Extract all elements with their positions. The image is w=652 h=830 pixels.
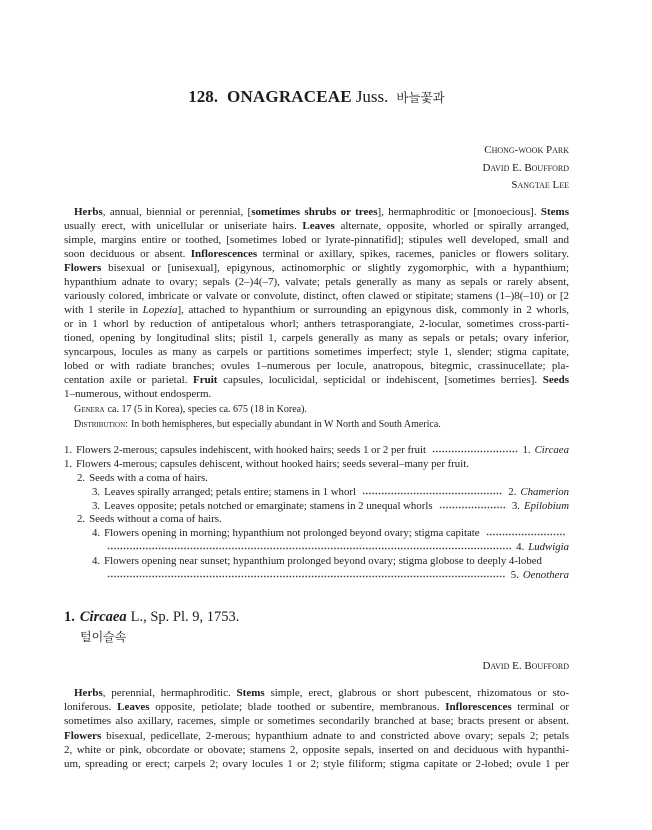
text-run: alternate, opposite, whorled or spirally arranged, (334, 220, 569, 232)
family-korean-name: 바늘꽃과 (396, 90, 445, 105)
key-lead-text: Flowers opening in morning; hypanthium not prolonged beyond ovary; stigma capitate (104, 527, 480, 540)
text-line (64, 387, 569, 401)
key-lead (64, 472, 569, 486)
key-lead-number: 3. (92, 499, 101, 512)
genus-description (64, 686, 569, 771)
genera-text: ca. 17 (5 in Korea), species ca. 675 (18 in Korea). (107, 404, 307, 415)
key-result-number: 4. (516, 541, 525, 554)
key-result-genus: Oenothera (522, 569, 569, 582)
text-run: centation axile or parietal. (64, 374, 194, 386)
text-run: 1–numerous, without endosperm. (64, 388, 212, 400)
key-lead-text: Flowers opening near sunset; hypanthium prolonged beyond ovary; stigma globose to deeply 4-lobed (104, 555, 542, 568)
family-name: ONAGRACEAE (227, 87, 352, 106)
key-lead-text: Flowers 2-merous; capsules indehiscent, with hooked hairs; seeds 1 or 2 per fruit (76, 444, 427, 456)
text-run: bisexual, pedicellate, 2-merous; hypanthium adnate to and constricted above ovary; sepals 2; petals (101, 729, 569, 742)
text-run: with 1 sterile in (64, 304, 143, 316)
text-run: hypanthium adnate to ovary; sepals (2–)4(–7), valvate; petals generally as many as sepals or rarely absent, (64, 276, 569, 288)
bold-term: Inflorescences (445, 701, 512, 714)
text-line (64, 757, 569, 771)
key-lead-text: Seeds without a coma of hairs. (89, 513, 222, 526)
bold-term: Seeds (542, 374, 569, 386)
key-result (516, 541, 569, 555)
text-line (64, 345, 569, 359)
key-lead-number: 2. (77, 471, 86, 484)
key-lead-text: Flowers 4-merous; capsules dehiscent, without hooked hairs; seeds several–many per fruit. (76, 457, 469, 470)
genus-name: Circaea (79, 609, 127, 625)
genus-author: David E. Boufford (482, 660, 569, 672)
text-line (64, 729, 569, 743)
author-name: Sangtae Lee (511, 179, 569, 191)
key-result-genus: Circaea (534, 444, 569, 456)
family-authors (482, 142, 569, 195)
text-line (64, 205, 569, 219)
key-lead (64, 513, 569, 527)
key-to-genera (64, 444, 569, 583)
key-result-genus: Epilobium (524, 499, 569, 512)
author-name: Chong-wook Park (484, 144, 569, 156)
author-name: David E. Boufford (482, 161, 569, 174)
text-run: simple, erect, glabrous or short pubescent, rhizomatous or sto- (264, 687, 569, 699)
key-lead-number: 1. (64, 457, 73, 470)
text-run: , perennial, hermaphroditic. (102, 687, 237, 699)
key-lead-text: Leaves spirally arranged; petals entire; stamens in 1 whorl (104, 485, 356, 498)
text-run: opposite, petiolate; blade toothed or subentire, membranous. (149, 701, 446, 714)
text-run: or in 1 whorl by reduction of antipetalous whorl; anthers tetrasporangiate, 2-locular, sometimes cross-parti- (64, 318, 569, 330)
text-run: lobed or with radiate branches; ovules 1–numerous per locule, anatropous, bitegmic, crassinucellate; pla- (64, 360, 569, 372)
bold-term: Herbs (74, 687, 103, 699)
text-line (64, 303, 569, 317)
key-lead (64, 486, 569, 500)
key-result-number: 2. (508, 485, 517, 498)
key-lead-number: 3. (92, 485, 101, 498)
bold-term: Fruit (193, 374, 218, 386)
key-lead (64, 555, 569, 569)
text-line (64, 714, 569, 728)
dot-leader (362, 492, 503, 495)
dot-leader (439, 506, 507, 509)
key-result (523, 444, 570, 458)
text-line (64, 219, 569, 233)
key-lead-text: Leaves opposite; petals notched or emarginate; stamens in 2 unequal whorls (104, 499, 433, 512)
text-run: um, spreading or erect; carpels 2; ovary locules 1 or 2; style filiform; stigma capitate or 2-lobed; ovule 1 per (64, 758, 569, 771)
key-lead-number: 4. (92, 527, 101, 540)
key-lead-number: 4. (92, 555, 101, 568)
genus-number: 1. (64, 609, 75, 625)
distribution-label: Distribution: (74, 419, 128, 430)
text-line (64, 275, 569, 289)
family-number: 128. (188, 87, 219, 106)
text-run: bisexual or [unisexual], epigynous, actinomorphic or slightly zygomorphic, with a hypanthium; (101, 262, 569, 274)
text-run: terminal or (511, 701, 569, 714)
text-run: ], hermaphroditic or [monoecious]. (377, 206, 541, 218)
key-lead (64, 500, 569, 514)
key-result (512, 500, 569, 514)
key-result-genus: Ludwigia (528, 541, 569, 554)
genera-line (74, 402, 441, 417)
key-lead (64, 527, 569, 541)
text-line (64, 317, 569, 331)
key-lead-number: 2. (77, 513, 86, 526)
family-summary (74, 402, 441, 432)
key-lead-number: 1. (64, 444, 73, 456)
key-lead-continuation (64, 541, 569, 555)
text-line (64, 373, 569, 387)
key-result (511, 569, 569, 583)
text-run: ], attached to hypanthium or surrounding an epigynous disk, commonly in 2 whorls, (177, 304, 569, 316)
dot-leader (107, 547, 511, 550)
text-line (64, 359, 569, 373)
text-line (64, 247, 569, 261)
text-line (64, 331, 569, 345)
key-result (508, 486, 569, 500)
text-run: sometimes also axillary, racemes, simple or sometimes secondarily branched at base; bracts present or absent. (64, 715, 569, 728)
text-line (64, 700, 569, 714)
text-run: tioned, opening by longitudinal slits; pistil 1, carpels generally as many as sepals or petals; ovary inferior, (64, 332, 569, 344)
text-run: syncarpous, locules as many as carpels or partitions sometimes imperfect; style 1, slender; stigma capitate, (64, 346, 569, 358)
bold-term: Flowers (64, 262, 102, 274)
genus-korean-name: 털이슬속 (80, 630, 127, 644)
dot-leader (107, 575, 506, 578)
text-line (64, 686, 569, 700)
text-run: usually erect, with unicellular or uniseriate hairs. (64, 220, 303, 232)
bold-term: Stems (540, 206, 569, 218)
key-result-number: 5. (510, 569, 519, 582)
text-line (64, 233, 569, 247)
text-line (64, 289, 569, 303)
dot-leader (486, 533, 566, 536)
text-line (64, 261, 569, 275)
genus-heading (64, 607, 239, 627)
bold-term: Flowers (64, 729, 102, 742)
family-description (64, 205, 569, 401)
bold-term: Stems (236, 687, 265, 699)
key-result-genus: Chamerion (520, 485, 569, 498)
bold-term: Leaves (302, 220, 335, 232)
text-run: simple, margins entire or toothed, [sometimes lobed or lyrate-pinnatifid]; stipules well developed, small and (64, 234, 569, 246)
genera-label: Genera (74, 404, 105, 415)
text-run: , annual, biennial or perennial, [ (102, 206, 252, 218)
key-lead (64, 444, 569, 458)
distribution-line (74, 417, 441, 432)
text-run: variously colored, imbricate or valvate or convolute, distinct, often clawed or stipitate; stamens (1–)8(–10) or [2 (64, 290, 569, 302)
text-run: capsules, loculicidal, septicidal or indehiscent, [sometimes berries]. (217, 374, 543, 386)
bold-term: Inflorescences (190, 248, 258, 260)
family-authority: Juss. (355, 87, 389, 106)
key-lead-continuation (64, 569, 569, 583)
bold-term: Leaves (117, 701, 150, 714)
key-result-number: 1. (522, 444, 531, 456)
bold-term: Herbs (74, 206, 103, 218)
text-run: soon deciduous or absent. (64, 248, 191, 260)
key-lead (64, 458, 569, 472)
italic-taxon: Lopezia (142, 304, 178, 316)
genus-citation: L., Sp. Pl. 9, 1753. (130, 609, 240, 625)
dot-leader (432, 450, 517, 453)
key-result-number: 3. (511, 499, 520, 512)
text-line (64, 743, 569, 757)
family-title (64, 86, 569, 109)
bold-term: sometimes shrubs or trees (251, 206, 378, 218)
text-run: loniferous. (64, 701, 118, 714)
distribution-text: In both hemispheres, but especially abundant in W North and South America. (130, 419, 441, 430)
key-lead-text: Seeds with a coma of hairs. (89, 471, 208, 484)
text-run: terminal or axillary, spikes, racemes, panicles or flowers solitary. (257, 248, 569, 260)
text-run: 2, white or pink, obcordate or obovate; stamens 2, opposite sepals, inserted on and deciduous with hypanthi- (64, 743, 569, 756)
